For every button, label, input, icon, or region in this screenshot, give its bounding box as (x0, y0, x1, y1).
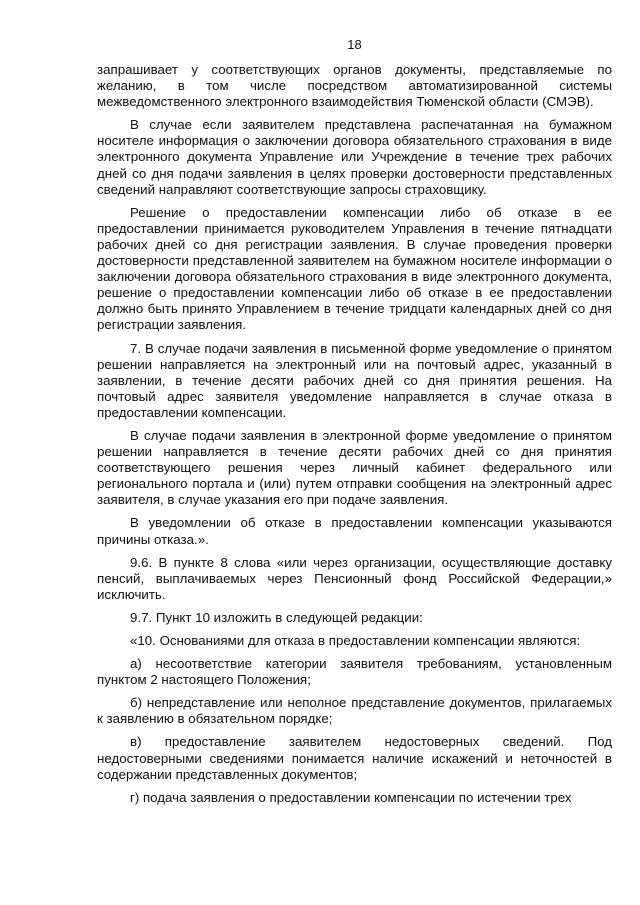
list-item-v: в) предоставление заявителем недостоверных сведений. Под недостоверными сведениями понимается наличие искажений и неточностей в содержании представленных документов; (97, 734, 612, 782)
paragraph-electronic-notification: В случае подачи заявления в электронной форме уведомление о принятом решении направляется в течение десяти рабочих дней со дня принятия соответствующего решения через личный кабинет федерального или регионального портала и (или) путем отправки сообщения на электронный адрес заявителя, в случае указания его при подаче заявления. (97, 427, 612, 508)
paragraph-insurance-check: В случае если заявителем представлена распечатанная на бумажном носителе информация о заключении договора обязательного страхования в виде электронного документа Управление или Учреждение в течение трех рабочих дней со дня подачи заявления в целях проверки достоверности представленных сведений направляют соответствующие запросы страховщику. (97, 117, 612, 197)
paragraph-item-10-intro: «10. Основаниями для отказа в предоставлении компенсации являются: (130, 633, 581, 648)
paragraph-continuation: запрашивает у соответствующих органов документы, представляемые по желанию, в том числе посредством автоматизированной системы межведомственного электронного взаимодействия Тюменской области (СМЭВ). (97, 62, 612, 110)
paragraph-item-9-6: 9.6. В пункте 8 слова «или через организации, осуществляющие доставку пенсий, выплачиваемых через Пенсионный фонд Российской Федерации,» исключить. (97, 554, 612, 602)
list-item-b: б) непредставление или неполное представление документов, прилагаемых к заявлению в обязательном порядке; (97, 695, 612, 727)
document-body (97, 62, 612, 806)
list-item-a: а) несоответствие категории заявителя требованиям, установленным пунктом 2 настоящего Положения; (97, 656, 612, 688)
paragraph-item-7: 7. В случае подачи заявления в письменной форме уведомление о принятом решении направляется на электронный или на почтовый адрес, указанный в заявлении, в течение десяти рабочих дней со дня принятия решения. На почтовый адрес заявителя уведомление направляется в случае отказа в предоставлении компенсации. (97, 340, 612, 420)
paragraph-item-9-7: 9.7. Пункт 10 изложить в следующей редакции: (130, 609, 423, 625)
list-item-g: г) подача заявления о предоставлении компенсации по истечении трех (130, 789, 572, 805)
page-number: 18 (347, 37, 362, 52)
paragraph-decision-terms: Решение о предоставлении компенсации либо об отказе в ее предоставлении принимается руководителем Управления в течение пятнадцати рабочих дней со дня регистрации заявления. В случае проведения проверки достоверности представленной заявителем на бумажном носителе информации о заключении договора обязательного страхования в виде электронного документа, решение о предоставлении компенсации либо об отказе в ее предоставлении должно быть принято Управлением в течение тридцати календарных дней со дня регистрации заявления. (97, 204, 612, 333)
paragraph-refusal-reasons: В уведомлении об отказе в предоставлении компенсации указываются причины отказа.». (97, 515, 612, 547)
